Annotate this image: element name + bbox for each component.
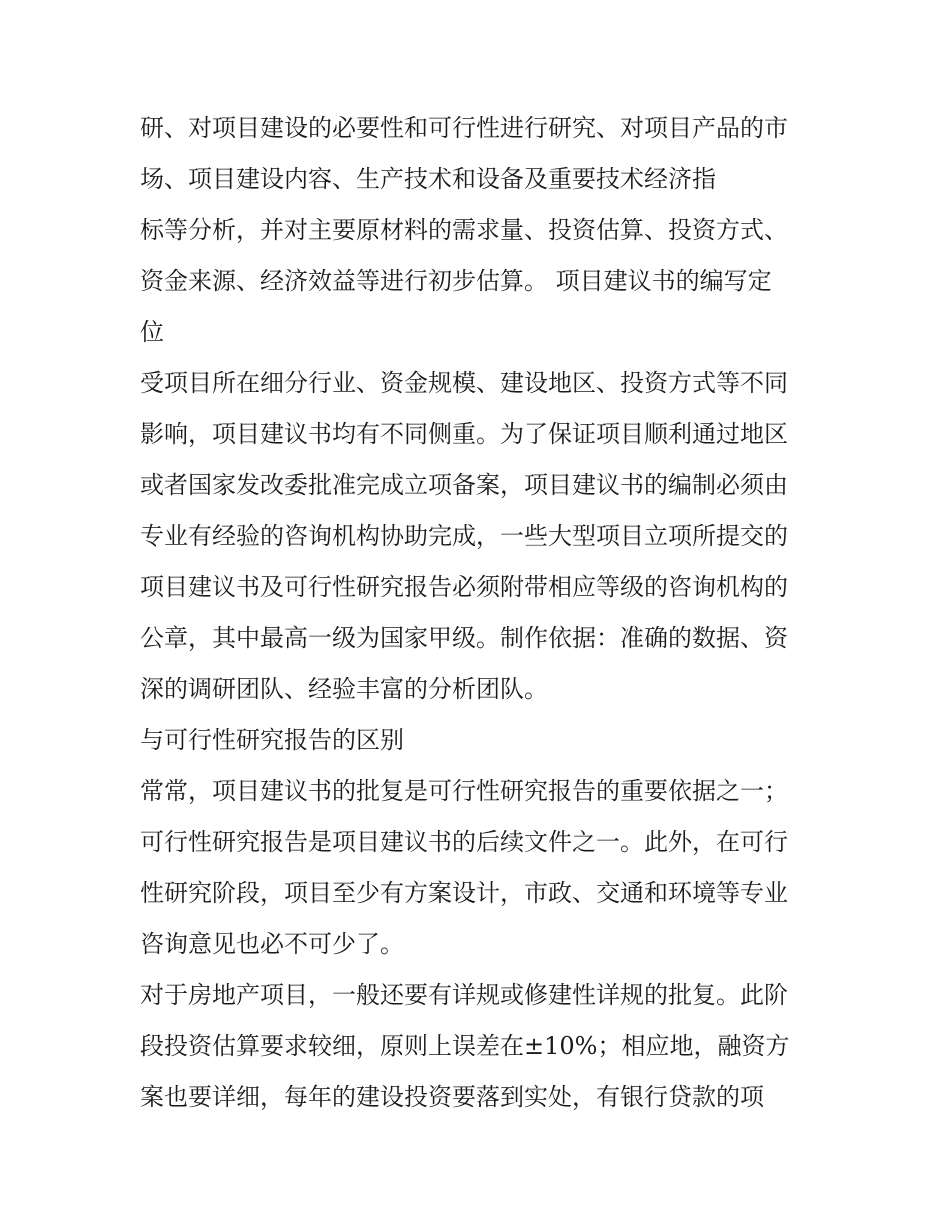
text-line-18: 对于房地产项目，一般还要有详规或修建性详规的批复。此阶 [140, 981, 788, 1009]
text-line-2: 场、项目建设内容、生产技术和设备及重要技术经济指 [140, 165, 716, 193]
text-line-8: 或者国家发改委批准完成立项备案，项目建议书的编制必须由 [140, 471, 788, 499]
text-line-7: 影响，项目建议书均有不同侧重。为了保证项目顺利通过地区 [140, 420, 788, 448]
text-line-1: 研、对项目建设的必要性和可行性进行研究、对项目产品的市 [140, 114, 788, 142]
text-line-16: 性研究阶段，项目至少有方案设计，市政、交通和环境等专业 [140, 879, 788, 907]
text-line-4: 资金来源、经济效益等进行初步估算。 项目建议书的编写定 [140, 267, 772, 295]
text-line-15: 可行性研究报告是项目建议书的后续文件之一。此外，在可行 [140, 828, 788, 856]
text-line-17: 咨询意见也必不可少了。 [140, 930, 404, 958]
text-line-11: 公章，其中最高一级为国家甲级。制作依据：准确的数据、资 [140, 624, 788, 652]
text-line-10: 项目建议书及可行性研究报告必须附带相应等级的咨询机构的 [140, 573, 788, 601]
text-line-19: 段投资估算要求较细，原则上误差在±10%；相应地，融资方 [140, 1032, 790, 1060]
section-heading: 与可行性研究报告的区别 [140, 726, 404, 754]
text-line-14: 常常，项目建议书的批复是可行性研究报告的重要依据之一； [140, 777, 788, 805]
text-line-20: 案也要详细，每年的建设投资要落到实处，有银行贷款的项 [140, 1083, 764, 1111]
text-line-9: 专业有经验的咨询机构协助完成，一些大型项目立项所提交的 [140, 522, 788, 550]
text-line-3: 标等分析，并对主要原材料的需求量、投资估算、投资方式、 [140, 216, 788, 244]
text-line-6: 受项目所在细分行业、资金规模、建设地区、投资方式等不同 [140, 369, 788, 397]
text-line-5: 位 [140, 318, 164, 346]
text-line-12: 深的调研团队、经验丰富的分析团队。 [140, 675, 548, 703]
